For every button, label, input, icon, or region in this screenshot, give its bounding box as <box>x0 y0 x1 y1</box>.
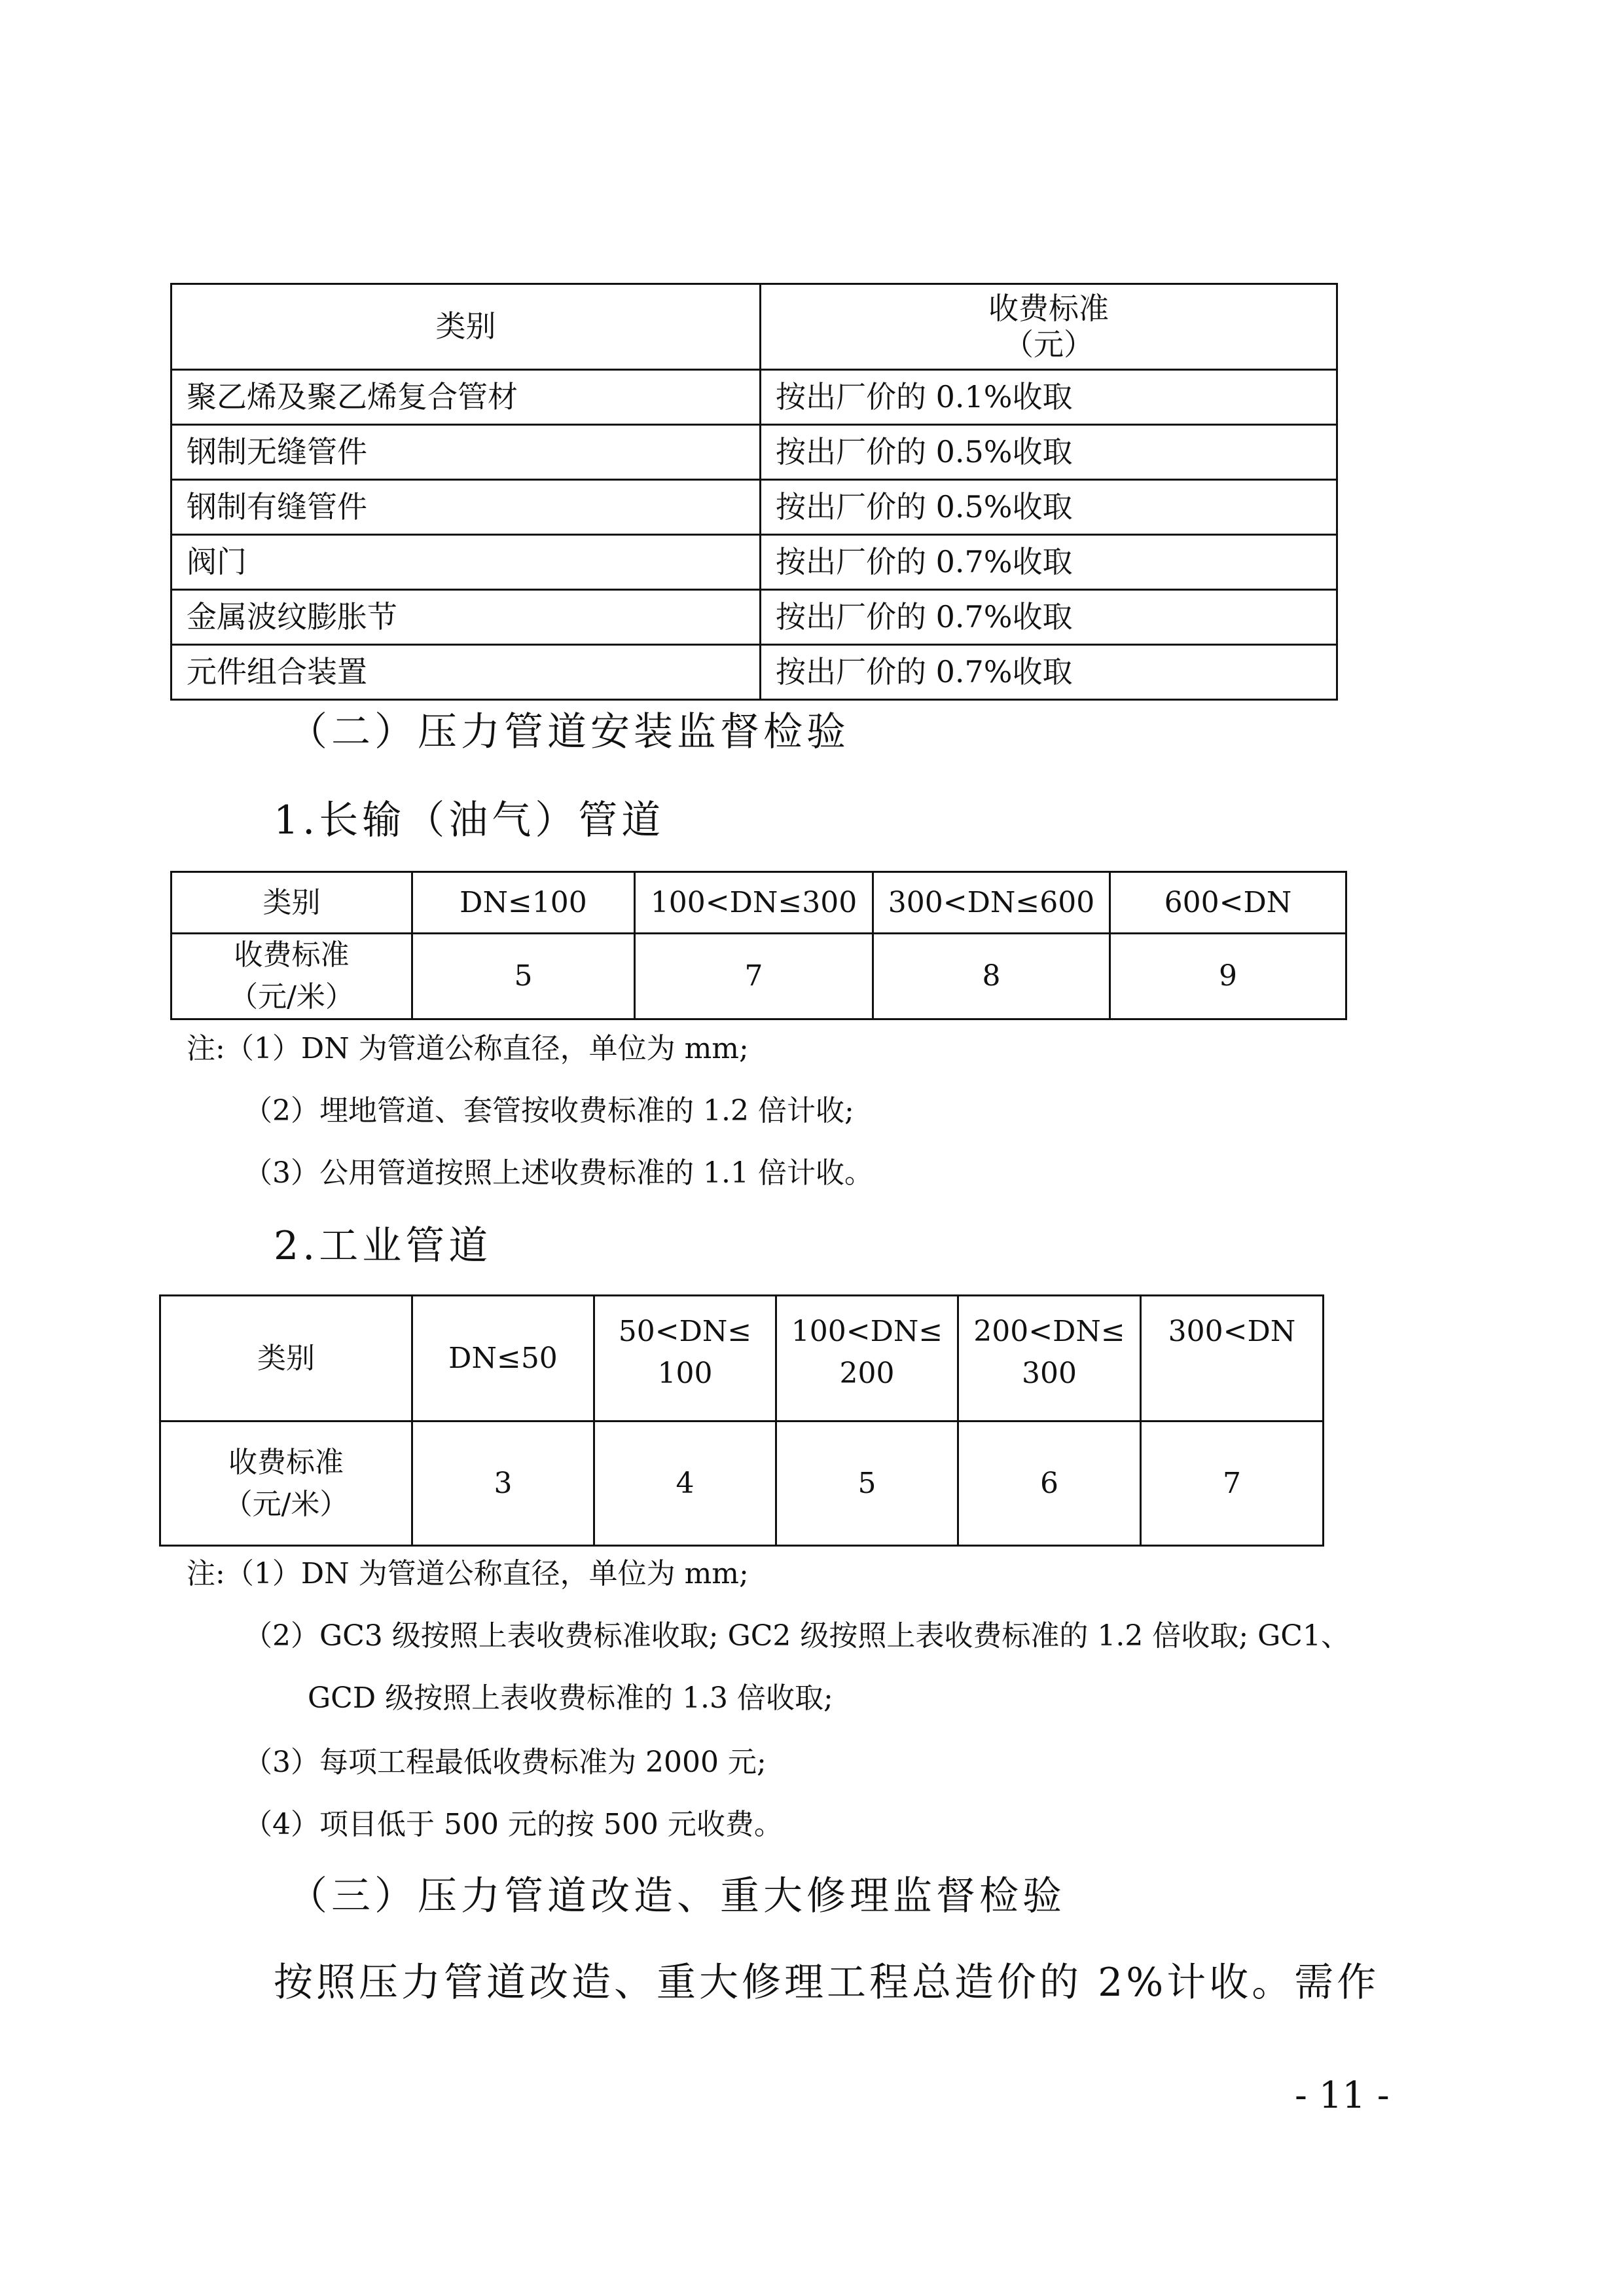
fee-value: 5 <box>776 1421 958 1546</box>
note-line: 注:（1）DN 为管道公称直径，单位为 mm; <box>187 1032 749 1065</box>
table-row <box>171 480 1337 535</box>
table-header-row <box>160 1296 1324 1421</box>
fee-label-line2: （元/米） <box>229 980 354 1014</box>
fee-label-line1: 收费标准 <box>228 1445 344 1479</box>
section-heading-renovation: （三）压力管道改造、重大修理监督检验 <box>288 1873 1066 1919</box>
header-fee-line1: 收费标准 <box>988 290 1109 326</box>
table-row <box>171 370 1337 425</box>
fee-value: 5 <box>412 934 635 1019</box>
row-fee: 按出厂价的 0.7%收取 <box>761 590 1337 645</box>
row-fee-label <box>160 1421 412 1546</box>
note-line: （4）项目低于 500 元的按 500 元收费。 <box>244 1808 783 1841</box>
column-header: 300<DN≤600 <box>873 872 1110 934</box>
fee-value: 9 <box>1110 934 1346 1019</box>
column-header <box>594 1296 776 1421</box>
subsection-heading-industrial-pipeline: 2.工业管道 <box>274 1223 492 1269</box>
table-row <box>171 535 1337 590</box>
column-header <box>958 1296 1141 1421</box>
table-row <box>171 645 1337 700</box>
row-category: 元件组合装置 <box>171 645 761 700</box>
table-row <box>160 1421 1324 1546</box>
column-header-line1: 300<DN <box>1168 1315 1296 1348</box>
table-row <box>171 934 1346 1019</box>
note-line: GCD 级按照上表收费标准的 1.3 倍收取; <box>308 1681 833 1715</box>
long-distance-pipeline-fee-table <box>170 871 1347 1020</box>
note-line: （2）埋地管道、套管按收费标准的 1.2 倍计收; <box>244 1094 854 1128</box>
note-line: 注:（1）DN 为管道公称直径，单位为 mm; <box>187 1557 749 1590</box>
column-header <box>412 1296 594 1421</box>
row-fee: 按出厂价的 0.7%收取 <box>761 535 1337 590</box>
row-fee: 按出厂价的 0.5%收取 <box>761 425 1337 480</box>
column-header-line2: 200 <box>839 1356 895 1390</box>
header-fee-line2: （元） <box>1003 327 1094 362</box>
row-category: 金属波纹膨胀节 <box>171 590 761 645</box>
note-line: （3）每项工程最低收费标准为 2000 元; <box>244 1746 767 1779</box>
fee-value: 7 <box>1141 1421 1324 1546</box>
column-header-line1: 50<DN≤ <box>618 1315 752 1348</box>
column-header: DN≤100 <box>412 872 635 934</box>
table-header-row <box>171 284 1337 370</box>
fee-label-line2: （元/米） <box>223 1487 349 1521</box>
header-category: 类别 <box>171 872 412 934</box>
note-line: （3）公用管道按照上述收费标准的 1.1 倍计收。 <box>244 1156 873 1190</box>
component-fee-table <box>170 283 1338 701</box>
fee-value: 4 <box>594 1421 776 1546</box>
row-fee: 按出厂价的 0.5%收取 <box>761 480 1337 535</box>
fee-label-line1: 收费标准 <box>234 938 350 972</box>
column-header: 600<DN <box>1110 872 1346 934</box>
header-category: 类别 <box>171 284 761 370</box>
column-header-line1: 200<DN≤ <box>973 1315 1125 1348</box>
column-header <box>776 1296 958 1421</box>
fee-value: 3 <box>412 1421 594 1546</box>
industrial-pipeline-fee-table <box>159 1294 1324 1547</box>
table-header-row <box>171 872 1346 934</box>
column-header-line1: DN≤50 <box>448 1341 558 1375</box>
table-row <box>171 425 1337 480</box>
page-number: - 11 - <box>1295 2074 1390 2117</box>
header-fee <box>761 284 1337 370</box>
fee-value: 6 <box>958 1421 1141 1546</box>
column-header-line2: 100 <box>657 1356 713 1390</box>
row-category: 聚乙烯及聚乙烯复合管材 <box>171 370 761 425</box>
fee-value: 8 <box>873 934 1110 1019</box>
subsection-heading-long-distance-pipeline: 1.长输（油气）管道 <box>274 798 665 843</box>
column-header: 100<DN≤300 <box>635 872 873 934</box>
row-category: 钢制有缝管件 <box>171 480 761 535</box>
row-fee-label <box>171 934 412 1019</box>
column-header-line2: 300 <box>1022 1356 1077 1390</box>
row-fee: 按出厂价的 0.1%收取 <box>761 370 1337 425</box>
row-category: 阀门 <box>171 535 761 590</box>
table-row <box>171 590 1337 645</box>
section-heading-installation: （二）压力管道安装监督检验 <box>288 709 850 755</box>
header-category: 类别 <box>160 1296 412 1421</box>
column-header <box>1141 1296 1324 1421</box>
row-category: 钢制无缝管件 <box>171 425 761 480</box>
fee-value: 7 <box>635 934 873 1019</box>
body-paragraph: 按照压力管道改造、重大修理工程总造价的 2%计收。需作 <box>274 1960 1380 2006</box>
row-fee: 按出厂价的 0.7%收取 <box>761 645 1337 700</box>
column-header-line1: 100<DN≤ <box>791 1315 943 1348</box>
note-line: （2）GC3 级按照上表收费标准收取; GC2 级按照上表收费标准的 1.2 倍收取; GC1、 <box>244 1619 1350 1653</box>
